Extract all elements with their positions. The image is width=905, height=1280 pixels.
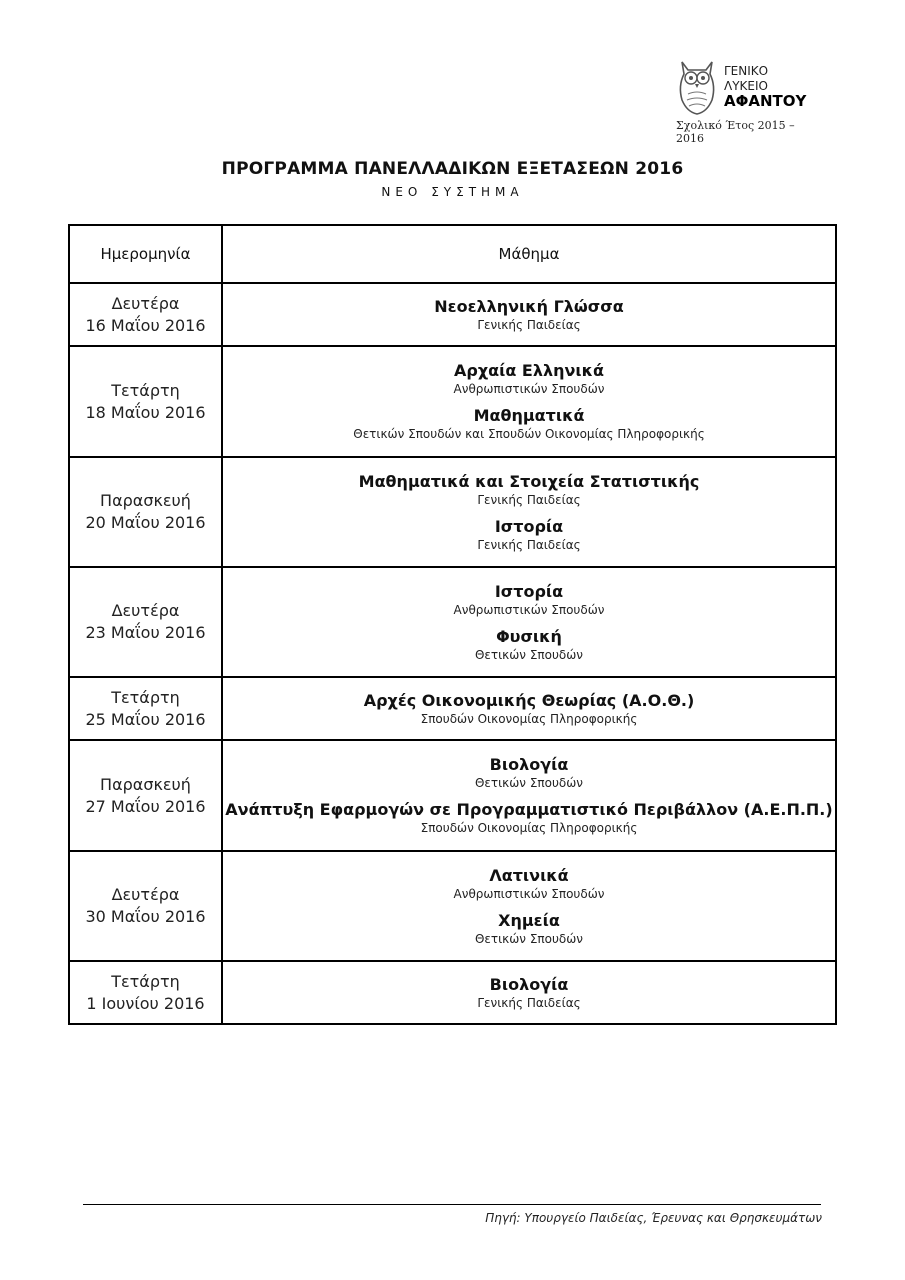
date-cell — [69, 457, 222, 567]
footer-divider — [83, 1204, 821, 1205]
subject-name: Φυσική — [496, 626, 562, 646]
subject-field: Γενικής Παιδείας — [477, 537, 581, 552]
subject-item — [223, 297, 835, 333]
subjects-cell — [222, 961, 836, 1024]
table-row — [69, 283, 836, 346]
subject-field: Γενικής Παιδείας — [477, 995, 581, 1010]
subject-item — [223, 691, 835, 727]
subjects-cell — [222, 457, 836, 567]
subject-item — [223, 800, 835, 836]
day-label: Τετάρτη — [111, 380, 180, 400]
subject-field: Θετικών Σπουδών — [474, 931, 584, 946]
owl-icon — [674, 54, 720, 116]
subjects-cell — [222, 677, 836, 740]
day-label: Δευτέρα — [111, 601, 180, 620]
subject-item — [223, 582, 835, 618]
subject-field: Ανθρωπιστικών Σπουδών — [453, 602, 605, 617]
subject-item — [223, 975, 835, 1011]
date-label: 20 Μαΐου 2016 — [85, 513, 206, 532]
day-label: Τετάρτη — [111, 687, 180, 707]
source-note: Πηγή: Υπουργείο Παιδείας, Έρευνας και Θρησκευμάτων — [485, 1211, 822, 1225]
date-cell — [69, 283, 222, 346]
day-label: Παρασκευή — [100, 774, 191, 794]
subject-item — [223, 406, 835, 442]
subject-name: Αρχαία Ελληνικά — [453, 361, 604, 380]
subjects-cell — [222, 283, 836, 346]
date-label: 16 Μαΐου 2016 — [85, 315, 206, 335]
date-cell — [69, 567, 222, 677]
subject-item — [223, 911, 835, 947]
subject-name: Μαθηματικά — [473, 406, 585, 425]
school-line-1: ΓΕΝΙΚΟ — [724, 64, 769, 78]
school-name — [724, 64, 806, 109]
header-subject: Μάθημα — [222, 225, 836, 283]
subject-field: Σπουδών Οικονομίας Πληροφορικής — [420, 821, 638, 835]
date-label: 23 Μαΐου 2016 — [85, 623, 206, 642]
date-cell — [69, 851, 222, 961]
day-label: Δευτέρα — [111, 293, 180, 313]
header-date: Ημερομηνία — [69, 225, 222, 283]
subject-item — [223, 627, 835, 663]
page-subtitle: ΝΕΟ ΣΥΣΤΗΜΑ — [381, 185, 524, 199]
table-row — [69, 346, 836, 457]
table-row — [69, 961, 836, 1024]
subject-field: Θετικών Σπουδών και Σπουδών Οικονομίας Πληροφορικής — [353, 427, 705, 441]
subject-name: Αρχές Οικονομικής Θεωρίας (Α.Ο.Θ.) — [363, 690, 695, 710]
subject-name: Βιολογία — [489, 974, 569, 994]
subject-name: Ιστορία — [494, 581, 564, 601]
date-label: 30 Μαΐου 2016 — [85, 907, 206, 926]
date-cell — [69, 346, 222, 457]
subject-name: Χημεία — [498, 910, 560, 930]
table-row — [69, 567, 836, 677]
subjects-cell — [222, 851, 836, 961]
school-year: Σχολικό Έτος 2015 – 2016 — [676, 119, 795, 145]
subject-field: Γενικής Παιδείας — [477, 492, 581, 507]
day-label: Παρασκευή — [100, 491, 191, 510]
table-row — [69, 457, 836, 567]
date-label: 27 Μαΐου 2016 — [85, 796, 206, 816]
subject-item — [223, 361, 835, 397]
subject-name: Ιστορία — [494, 516, 564, 536]
subject-name: Νεοελληνική Γλώσσα — [434, 296, 624, 316]
subject-item — [223, 755, 835, 791]
subject-field: Ανθρωπιστικών Σπουδών — [453, 382, 605, 396]
subject-name: Ανάπτυξη Εφαρμογών σε Προγραμματιστικό Περιβάλλον (Α.Ε.Π.Π.) — [225, 800, 833, 819]
subject-name: Βιολογία — [489, 755, 569, 774]
table-row — [69, 740, 836, 851]
day-label: Τετάρτη — [111, 971, 180, 991]
subjects-cell — [222, 567, 836, 677]
subjects-cell — [222, 346, 836, 457]
page-title: ΠΡΟΓΡΑΜΜΑ ΠΑΝΕΛΛΑΔΙΚΩΝ ΕΞΕΤΑΣΕΩΝ 2016 — [221, 159, 684, 179]
date-cell — [69, 961, 222, 1024]
date-cell — [69, 740, 222, 851]
subject-field: Θετικών Σπουδών — [474, 647, 584, 662]
subject-field: Σπουδών Οικονομίας Πληροφορικής — [420, 711, 638, 726]
school-line-2: ΛΥΚΕΙΟ — [724, 79, 768, 93]
table-row — [69, 851, 836, 961]
subject-item — [223, 472, 835, 508]
table-row — [69, 677, 836, 740]
subjects-cell — [222, 740, 836, 851]
school-logo — [670, 52, 830, 114]
day-label: Δευτέρα — [111, 885, 180, 904]
exam-schedule-table — [68, 224, 837, 1025]
date-label: 18 Μαΐου 2016 — [85, 402, 206, 422]
table-header-row — [69, 225, 836, 283]
school-line-3: ΑΦΑΝΤΟΥ — [724, 92, 807, 110]
date-label: 25 Μαΐου 2016 — [85, 709, 206, 729]
subject-field: Γενικής Παιδείας — [477, 317, 581, 332]
subject-item — [223, 517, 835, 553]
date-cell — [69, 677, 222, 740]
subject-field: Ανθρωπιστικών Σπουδών — [453, 886, 605, 901]
subject-name: Λατινικά — [489, 865, 569, 885]
date-label: 1 Ιουνίου 2016 — [86, 993, 205, 1013]
subject-item — [223, 866, 835, 902]
subject-field: Θετικών Σπουδών — [474, 776, 584, 790]
subject-name: Μαθηματικά και Στοιχεία Στατιστικής — [358, 471, 700, 491]
